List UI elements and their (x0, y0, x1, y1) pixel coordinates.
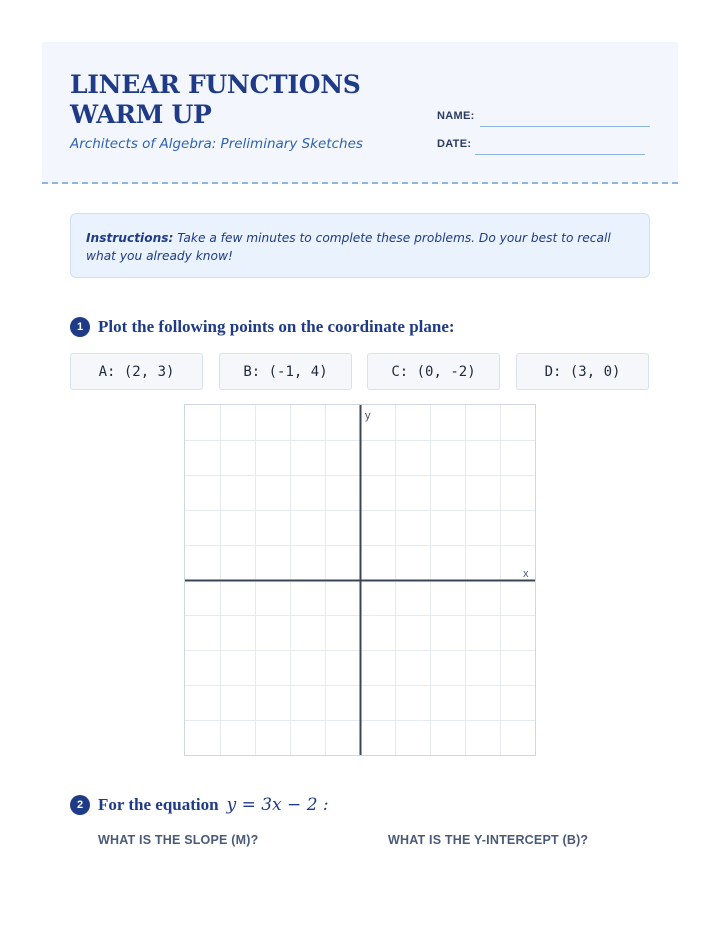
page-subtitle: Architects of Algebra: Preliminary Sketches (70, 136, 363, 152)
x-axis-label: x (523, 568, 529, 580)
instructions-text: Take a few minutes to complete these problems. Do your best to recall what you already know! (86, 231, 611, 263)
name-field[interactable] (480, 126, 650, 127)
question-1-prompt: Plot the following points on the coordinate plane: (98, 317, 455, 336)
coordinate-plane[interactable] (184, 404, 536, 756)
question-number-badge: 1 (70, 317, 90, 337)
worksheet-header (42, 42, 678, 184)
point-b: B: (-1, 4) (219, 353, 352, 390)
point-a: A: (2, 3) (70, 353, 203, 390)
date-field[interactable] (475, 154, 645, 155)
name-label: NAME: (437, 110, 475, 122)
slope-question: WHAT IS THE SLOPE (M)? (98, 833, 259, 847)
page-title: LINEAR FUNCTIONS WARM UP (70, 70, 361, 129)
instructions-lead: Instructions: (86, 231, 174, 245)
question-number-badge: 2 (70, 795, 90, 815)
question-1-heading (70, 317, 455, 337)
question-2-heading (70, 795, 329, 815)
question-2-equation: y = 3x − 2 : (226, 795, 329, 815)
point-c: C: (0, -2) (367, 353, 500, 390)
instructions-box (70, 213, 650, 278)
intercept-question: WHAT IS THE Y-INTERCEPT (B)? (388, 833, 589, 847)
coordinate-plane-svg[interactable] (185, 405, 535, 755)
date-label: DATE: (437, 138, 472, 150)
question-2-prompt: For the equation (98, 795, 219, 814)
point-d: D: (3, 0) (516, 353, 649, 390)
y-axis-label: y (365, 410, 371, 422)
